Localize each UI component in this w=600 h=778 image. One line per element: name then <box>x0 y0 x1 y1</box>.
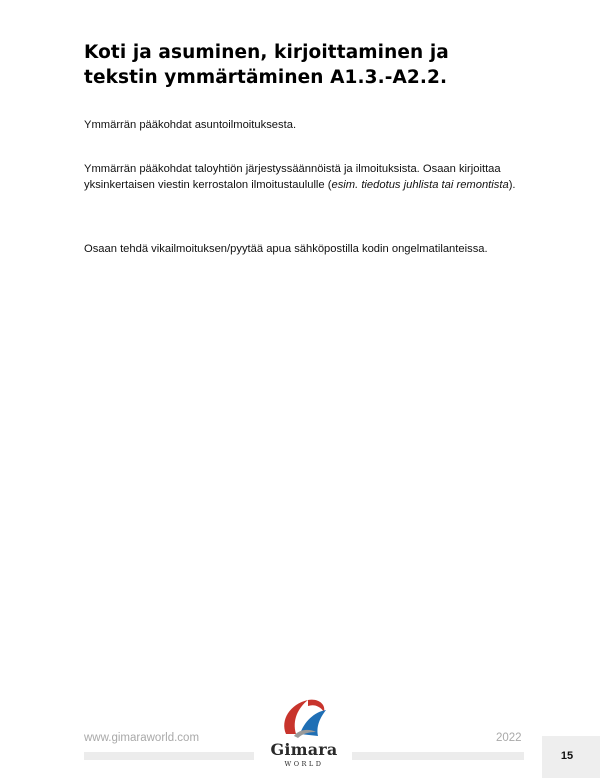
footer-bar-left <box>84 752 254 760</box>
logo-wordmark: Gimara <box>270 740 338 759</box>
page-number-box <box>542 736 600 778</box>
paragraph-housing-rules-example: esim. tiedotus juhlista tai remontista <box>331 178 509 191</box>
paragraph-housing-ads: Ymmärrän pääkohdat asuntoilmoituksesta. <box>84 119 297 131</box>
footer-year: 2022 <box>496 732 522 744</box>
page-title: Koti ja asuminen, kirjoittaminen ja tekstin ymmärtäminen A1.3.-A2.2. <box>84 42 449 88</box>
paragraph-housing-rules <box>84 162 524 193</box>
paragraph-housing-rules-text: Ymmärrän pääkohdat taloyhtiön järjestyssäännöistä ja ilmoituksista. Osaan kirjoittaa yksinkertaisen viestin kerrostalon ilmoitustaululle ( <box>84 163 501 191</box>
page-number: 15 <box>560 750 574 762</box>
paragraph-fault-report: Osaan tehdä vikailmoituksen/pyytää apua sähköpostilla kodin ongelmatilanteissa. <box>84 243 488 255</box>
paragraph-housing-rules-end: ). <box>508 178 516 191</box>
gimara-logo <box>264 694 344 778</box>
footer-bar-right <box>352 752 524 760</box>
footer-url: www.gimaraworld.com <box>84 732 200 744</box>
logo-subtext: WORLD <box>284 760 324 768</box>
gimara-logo-icon <box>264 694 344 742</box>
